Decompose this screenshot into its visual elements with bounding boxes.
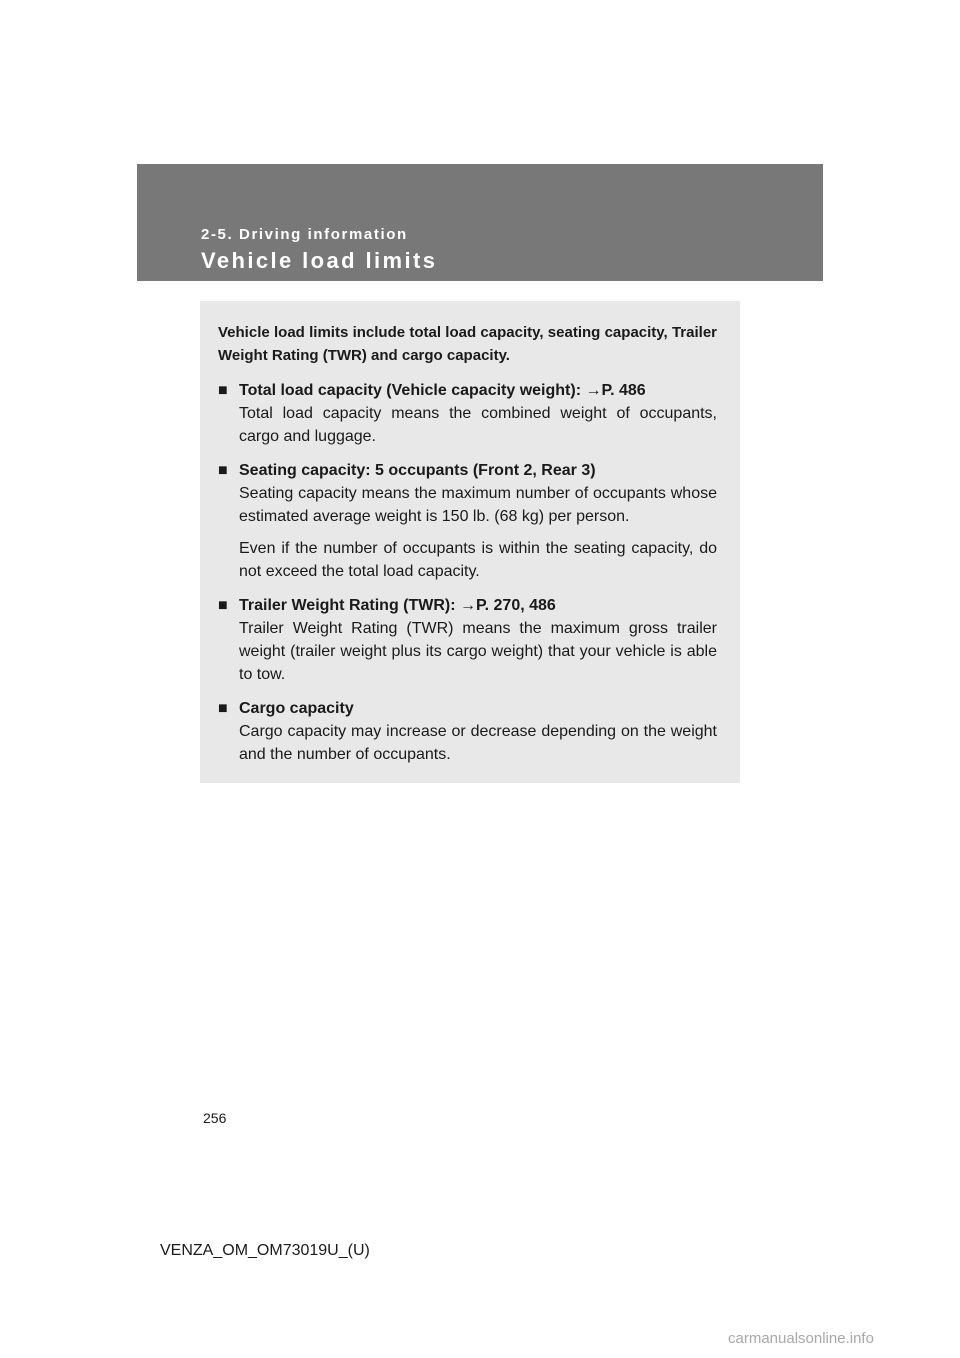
square-bullet-icon: ■ [218,700,228,717]
item-heading [218,459,717,482]
square-bullet-icon: ■ [218,597,228,614]
page-number: 256 [203,1110,227,1126]
item-body: Total load capacity means the combined weight of occupants, cargo and luggage. [239,405,717,445]
document-id: VENZA_OM_OM73019U_(U) [160,1242,370,1259]
intro-text: Vehicle load limits include total load capacity, seating capacity, Trailer Weight Rating (TWR) and cargo capacity. [218,324,717,364]
item-heading [218,697,717,720]
item-heading-text: Cargo capacity [239,700,354,717]
item-body: Seating capacity means the maximum number of occupants whose estimated average weight is 150 lb. (68 kg) per person. [239,485,717,525]
item-total-load-capacity [218,379,717,448]
item-heading [218,379,717,402]
section-header-band [137,164,823,281]
item-cargo-capacity [218,697,717,766]
item-body: Even if the number of occupants is within the seating capacity, do not exceed the total load capacity. [239,540,717,580]
page-title: Vehicle load limits [201,248,438,273]
square-bullet-icon: ■ [218,462,228,479]
item-heading-text: Trailer Weight Rating (TWR): →P. 270, 486 [239,597,556,614]
item-heading [218,594,717,617]
watermark: carmanualsonline.info [728,1330,874,1347]
item-trailer-weight-rating [218,594,717,686]
item-heading-text: Total load capacity (Vehicle capacity weight): →P. 486 [239,382,646,399]
section-label: 2-5. Driving information [201,226,408,243]
item-body: Cargo capacity may increase or decrease depending on the weight and the number of occupants. [239,723,717,763]
content-box [200,301,740,783]
item-heading-text: Seating capacity: 5 occupants (Front 2, Rear 3) [239,462,596,479]
item-body: Trailer Weight Rating (TWR) means the maximum gross trailer weight (trailer weight plus its cargo weight) that your vehicle is able to tow. [239,620,717,683]
item-seating-capacity [218,459,717,583]
square-bullet-icon: ■ [218,382,228,399]
